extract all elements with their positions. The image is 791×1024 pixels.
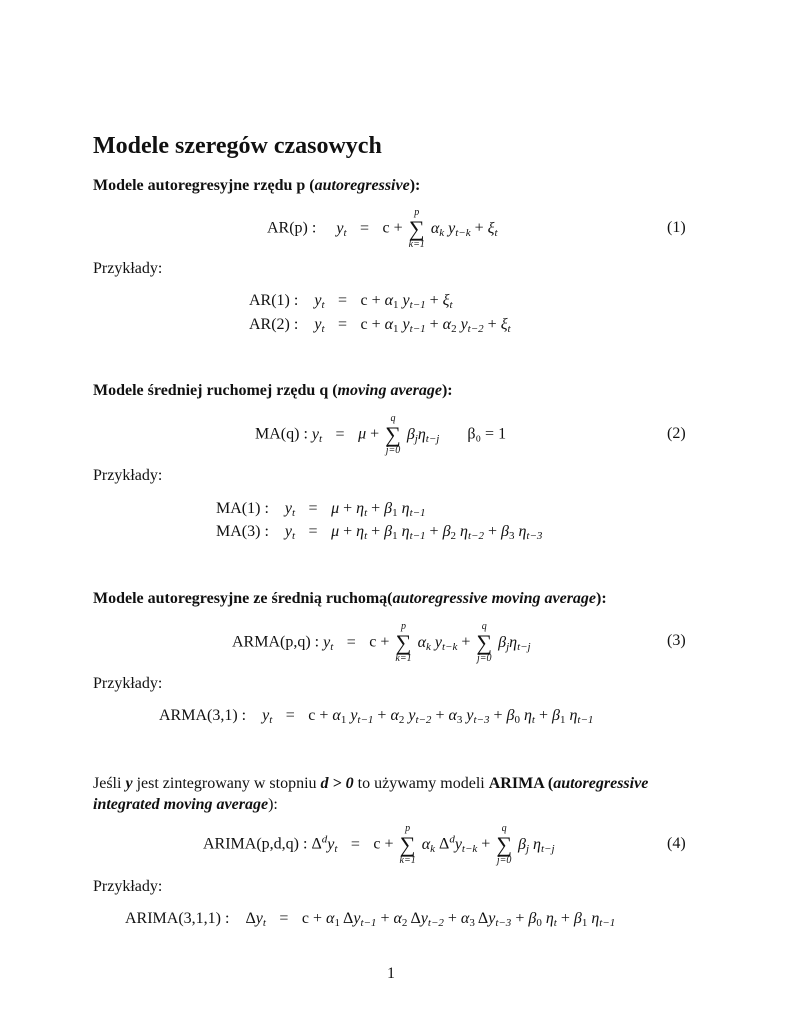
- equation-arma: ARMA(p,q) : $y_t = c$ + p ∑ k=1 $\alpha_k$ $y_{t-k}$ + q ∑ j=0 $\beta_j\eta_{t-j}$: [232, 621, 531, 664]
- equation-ar2: AR(2) : $y_t = c + \alpha_1$ $y_{t-1} + \alpha_2$ $y_{t-2} + \xi_t$: [249, 316, 511, 335]
- equation-number-4: (4): [667, 835, 686, 852]
- equation-ma3: MA(3) : $y_t = \mu + \eta_t + \beta_1$ $\eta_{t-1} + \beta_2$ $\eta_{t-2} + \beta_3$ $\eta_{t-3}$: [216, 523, 543, 542]
- examples-label-ar: Przykłady:: [93, 260, 163, 277]
- examples-label-arima: Przykłady:: [93, 878, 163, 895]
- examples-label-arma: Przykłady:: [93, 675, 163, 692]
- examples-label-ma: Przykłady:: [93, 467, 163, 484]
- section-heading-ma: Modele średniej ruchomej rzędu q (moving average):: [93, 382, 453, 399]
- equation-ma: MA(q) : $y_t = \mu$ + q ∑ j=0 $\beta_j\eta_{t-j}$ β₀ = 1: [255, 413, 507, 456]
- equation-arma31: ARMA(3,1) : $y_t = c + \alpha_1$ $y_{t-1} + \alpha_2$ $y_{t-2} + \alpha_3$ $y_{t-3} + \beta_0$ $\eta_t + \beta_1$ $\eta_{t-1}$: [159, 707, 594, 726]
- equation-number-3: (3): [667, 632, 686, 649]
- equation-ma1: MA(1) : $y_t = \mu + \eta_t + \beta_1$ $\eta_{t-1}$: [216, 500, 426, 519]
- section-heading-arma: Modele autoregresyjne ze średnią ruchomą(autoregressive moving average):: [93, 590, 607, 607]
- page-title: Modele szeregów czasowych: [93, 133, 382, 159]
- section-intro-arima: Jeśli y jest zintegrowany w stopniu d > 0 to używamy modeli ARIMA (autoregressive integrated moving average):: [93, 775, 649, 813]
- equation-arima311: ARIMA(3,1,1) : $\Delta y_t = c + \alpha_1$ $\Delta y_{t-1} + \alpha_2$ $\Delta y_{t-2} + \alpha_3$ $\Delta y_{t-3} + \beta_0$ $\eta_t + \beta_1$ $\eta_{t-1}$: [125, 910, 616, 929]
- equation-ar1: AR(1) : $y_t = c + \alpha_1$ $y_{t-1} + \xi_t$: [249, 292, 453, 311]
- page-number: 1: [387, 965, 395, 982]
- equation-arima: ARIMA(p,d,q) : $\Delta^dy_t = c$ + p ∑ k=1 $\alpha_k$ $\Delta^dy_{t-k}$ + q ∑ j=0 $\beta_j$ $\eta_{t-j}$: [203, 823, 555, 866]
- section-heading-ar: Modele autoregresyjne rzędu p (autoregressive):: [93, 177, 421, 194]
- equation-ar: AR(p) : $y_t = c$ + p ∑ k=1 $\alpha_k$ $y_{t-k} + \xi_t$: [267, 207, 498, 250]
- equation-number-2: (2): [667, 425, 686, 442]
- equation-number-1: (1): [667, 219, 686, 236]
